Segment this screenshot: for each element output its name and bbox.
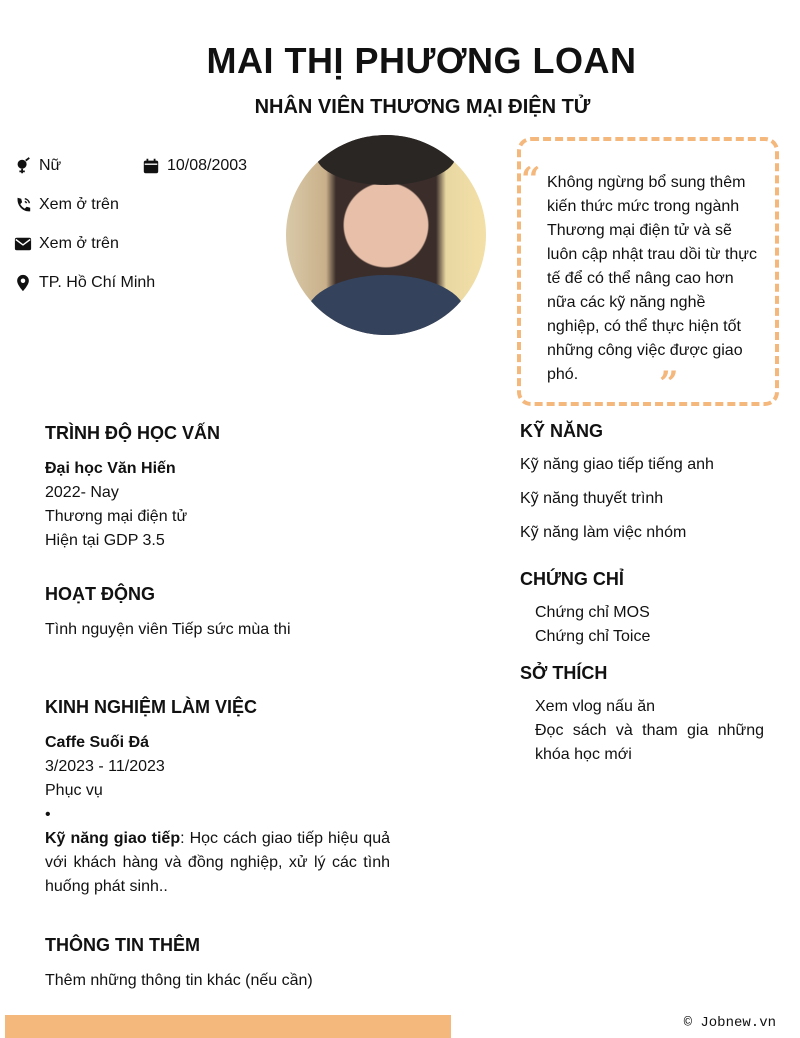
birthday-value: 10/08/2003 <box>167 157 248 174</box>
extra-text: Thêm những thông tin khác (nếu cần) <box>45 972 313 989</box>
skill-description: : Học cách giao tiếp hiệu quả với khách hàng và đồng nghiệp, xử lý các tình huống phát sinh.. <box>45 830 391 895</box>
email-row <box>14 235 119 253</box>
address-row <box>14 274 155 292</box>
birthday-row <box>142 157 247 175</box>
location-pin-icon <box>14 274 32 292</box>
certificates-heading: CHỨNG CHỈ <box>520 569 624 589</box>
education-period: 2022- Nay <box>45 484 119 501</box>
extra-heading: THÔNG TIN THÊM <box>45 935 200 955</box>
objective-box <box>517 137 779 406</box>
education-gpa: Hiện tại GDP 3.5 <box>45 532 165 549</box>
calendar-icon <box>142 157 160 175</box>
bullet: • <box>45 806 51 823</box>
skill-label: Kỹ năng giao tiếp <box>45 830 181 847</box>
envelope-icon <box>14 235 32 253</box>
phone-icon <box>14 196 32 214</box>
email-value: Xem ở trên <box>39 235 119 252</box>
address-value: TP. Hồ Chí Minh <box>39 274 156 291</box>
company-name: Caffe Suối Đá <box>45 734 150 751</box>
hobbies-heading: SỞ THÍCH <box>520 663 608 683</box>
skill-item: Kỹ năng giao tiếp tiếng anh <box>520 456 714 473</box>
phone-value: Xem ở trên <box>39 196 119 213</box>
gender-value: Nữ <box>39 157 62 174</box>
candidate-name: MAI THỊ PHƯƠNG LOAN <box>206 40 637 81</box>
experience-role: Phục vụ <box>45 782 103 799</box>
hobby-item: Đọc sách và tham gia những khóa học mới <box>535 722 764 763</box>
experience-description <box>45 827 390 899</box>
open-quote-icon: “ <box>521 160 541 200</box>
certificate-item: Chứng chỉ Toice <box>535 628 651 645</box>
education-major: Thương mại điện tử <box>45 508 188 525</box>
job-title: NHÂN VIÊN THƯƠNG MẠI ĐIỆN TỬ <box>254 96 591 118</box>
activity-item: Tình nguyện viên Tiếp sức mùa thi <box>45 621 291 638</box>
skill-item: Kỹ năng làm việc nhóm <box>520 524 687 541</box>
certificate-item: Chứng chỉ MOS <box>535 604 650 621</box>
gender-row <box>14 157 61 175</box>
footer-accent-bar <box>5 1015 451 1038</box>
profile-photo <box>286 135 486 335</box>
copyright: © Jobnew.vn <box>683 1015 776 1031</box>
experience-heading: KINH NGHIỆM LÀM VIỆC <box>45 697 258 717</box>
gender-icon <box>14 157 32 175</box>
activities-heading: HOẠT ĐỘNG <box>45 584 155 604</box>
hobby-item: Xem vlog nấu ăn <box>535 698 656 715</box>
skill-item: Kỹ năng thuyết trình <box>520 490 664 507</box>
phone-row <box>14 196 119 214</box>
experience-period: 3/2023 - 11/2023 <box>45 758 165 775</box>
objective-text: Không ngừng bổ sung thêm kiến thức mức trong ngành Thương mại điện tử và sẽ luôn cập nhật trau dồi từ thực tế để có thể nâng cao hơn nữa các kỹ năng nghề nghiệp, có thể thực hiện tốt những công việc được giao phó. <box>547 174 757 383</box>
education-heading: TRÌNH ĐỘ HỌC VẤN <box>45 423 220 443</box>
school-name: Đại học Văn Hiến <box>45 460 176 477</box>
close-quote-icon: ” <box>659 364 679 404</box>
skills-heading: KỸ NĂNG <box>520 421 604 441</box>
